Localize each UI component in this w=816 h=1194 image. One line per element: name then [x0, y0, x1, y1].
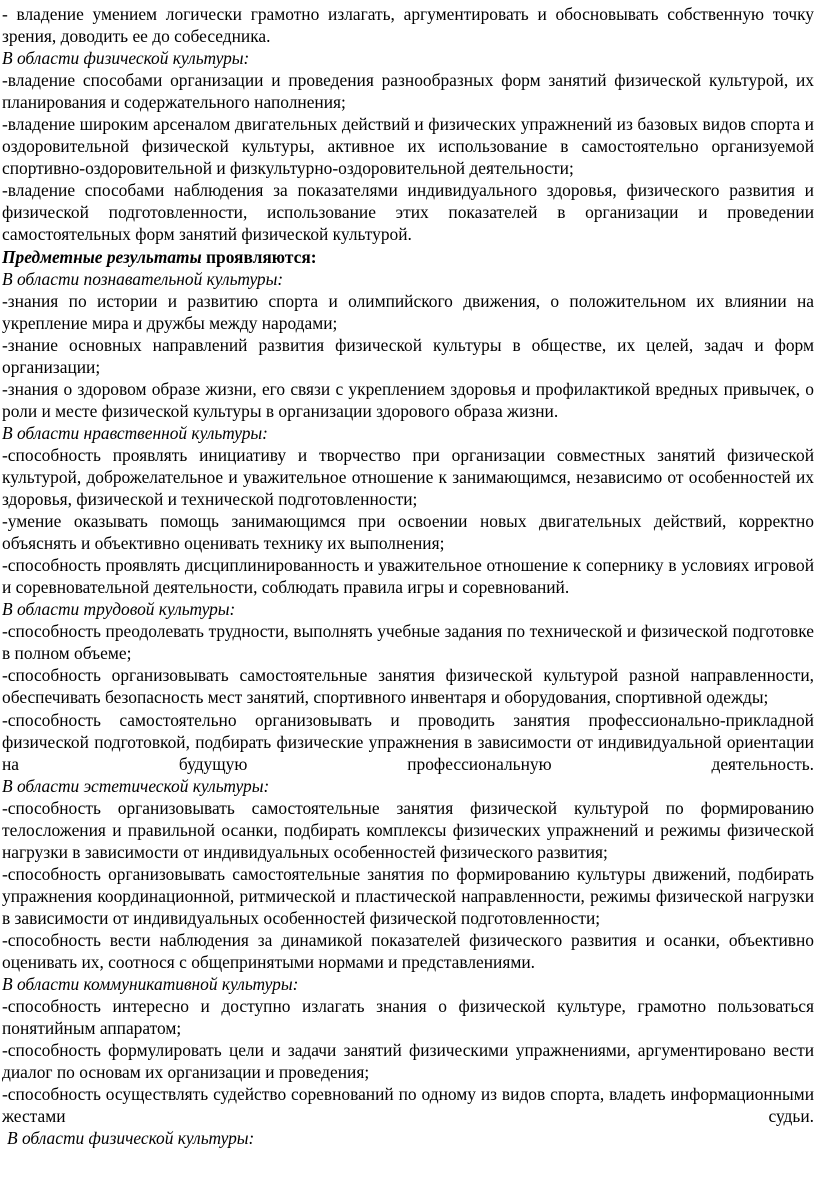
subject-results-heading: [2, 246, 814, 268]
list-item: -способность осуществлять судейство соревнований по одному из видов спорта, владеть информационными жестами судьи.: [2, 1084, 814, 1127]
list-item: -способность самостоятельно организовывать и проводить занятия профессионально-прикладной физической подготовкой, подбирать физические упражнения в зависимости от индивидуальной ориентации на будущую профессиональную деятельность.: [2, 709, 814, 774]
list-item: -способность преодолевать трудности, выполнять учебные задания по технической и физической подготовке в полном объеме;: [2, 621, 814, 664]
list-item: -способность формулировать цели и задачи занятий физическими упражнениями, аргументировано вести диалог по основам их организации и проведения;: [2, 1040, 814, 1083]
list-item: -способность интересно и доступно излагать знания о физической культуре, грамотно пользоваться понятийным аппаратом;: [2, 996, 814, 1039]
list-item: -знания по истории и развитию спорта и олимпийского движения, о положительном их влиянии на укрепление мира и дружбы между народами;: [2, 290, 814, 333]
list-item: -знание основных направлений развития физической культуры в обществе, их целей, задач и форм организации;: [2, 334, 814, 377]
heading-communicative-culture: В области коммуникативной культуры:: [2, 974, 299, 995]
list-item: -умение оказывать помощь занимающимся при освоении новых двигательных действий, корректно объяснять и объективно оценивать технику их выполнения;: [2, 511, 814, 554]
list-item: -способность организовывать самостоятельные занятия физической культурой разной направленности, обеспечивать безопасность мест занятий, спортивного инвентаря и оборудования, спортивной одежды;: [2, 665, 814, 708]
list-item: -способность организовывать самостоятельные занятия по формированию культуры движений, подбирать упражнения координационной, ритмической и пластической направленности, режимы физической нагрузки в зависимости от индивидуальных особенностей физической подготовленности;: [2, 863, 814, 928]
list-item: -владение широким арсеналом двигательных действий и физических упражнений из базовых видов спорта и оздоровительной физической культуры, активное их использование в самостоятельно организуемой спортивно-оздоровительной и физкультурно-оздоровительной деятельности;: [2, 114, 814, 179]
subject-results-rest: проявляются:: [201, 246, 317, 267]
list-item: -способность проявлять дисциплинированность и уважительное отношение к сопернику в условиях игровой и соревновательной деятельности, соблюдать правила игры и соревнований.: [2, 555, 814, 598]
heading-aesthetic-culture: В области эстетической культуры:: [2, 775, 270, 796]
heading-physical-culture: В области физической культуры:: [2, 48, 250, 69]
list-item: -способность организовывать самостоятельные занятия физической культурой по формированию телосложения и правильной осанки, подбирать комплексы физических упражнений и режимы физической нагрузки в зависимости от индивидуальных особенностей физического развития;: [2, 797, 814, 862]
heading-labor-culture: В области трудовой культуры:: [2, 599, 236, 620]
list-item: -владение способами наблюдения за показателями индивидуального здоровья, физического развития и физической подготовленности, использование этих показателей в организации и проведении самостоятельных форм занятий физической культурой.: [2, 180, 814, 245]
heading-cognitive-culture: В области познавательной культуры:: [2, 268, 284, 289]
heading-physical-culture-2: В области физической культуры:: [7, 1128, 255, 1149]
list-item: -способность проявлять инициативу и творчество при организации совместных занятий физической культурой, доброжелательное и уважительное отношение к занимающимся, независимо от особенностей их здоровья, физической и технической подготовленности;: [2, 444, 814, 510]
list-item: -способность вести наблюдения за динамикой показателей физического развития и осанки, объективно оценивать их, соотнося с общепринятыми нормами и представлениями.: [2, 929, 814, 973]
paragraph-argumentation: - владение умением логически грамотно излагать, аргументировать и обосновывать собственную точку зрения, доводить ее до собеседника.: [2, 4, 814, 47]
list-item: -владение способами организации и проведения разнообразных форм занятий физической культурой, их планирования и содержательного наполнения;: [2, 70, 814, 113]
heading-moral-culture: В области нравственной культуры:: [2, 422, 268, 443]
subject-results-italic: Предметные результаты: [2, 246, 202, 267]
list-item: -знания о здоровом образе жизни, его связи с укреплением здоровья и профилактикой вредных привычек, о роли и месте физической культуры в организации здорового образа жизни.: [2, 378, 814, 421]
